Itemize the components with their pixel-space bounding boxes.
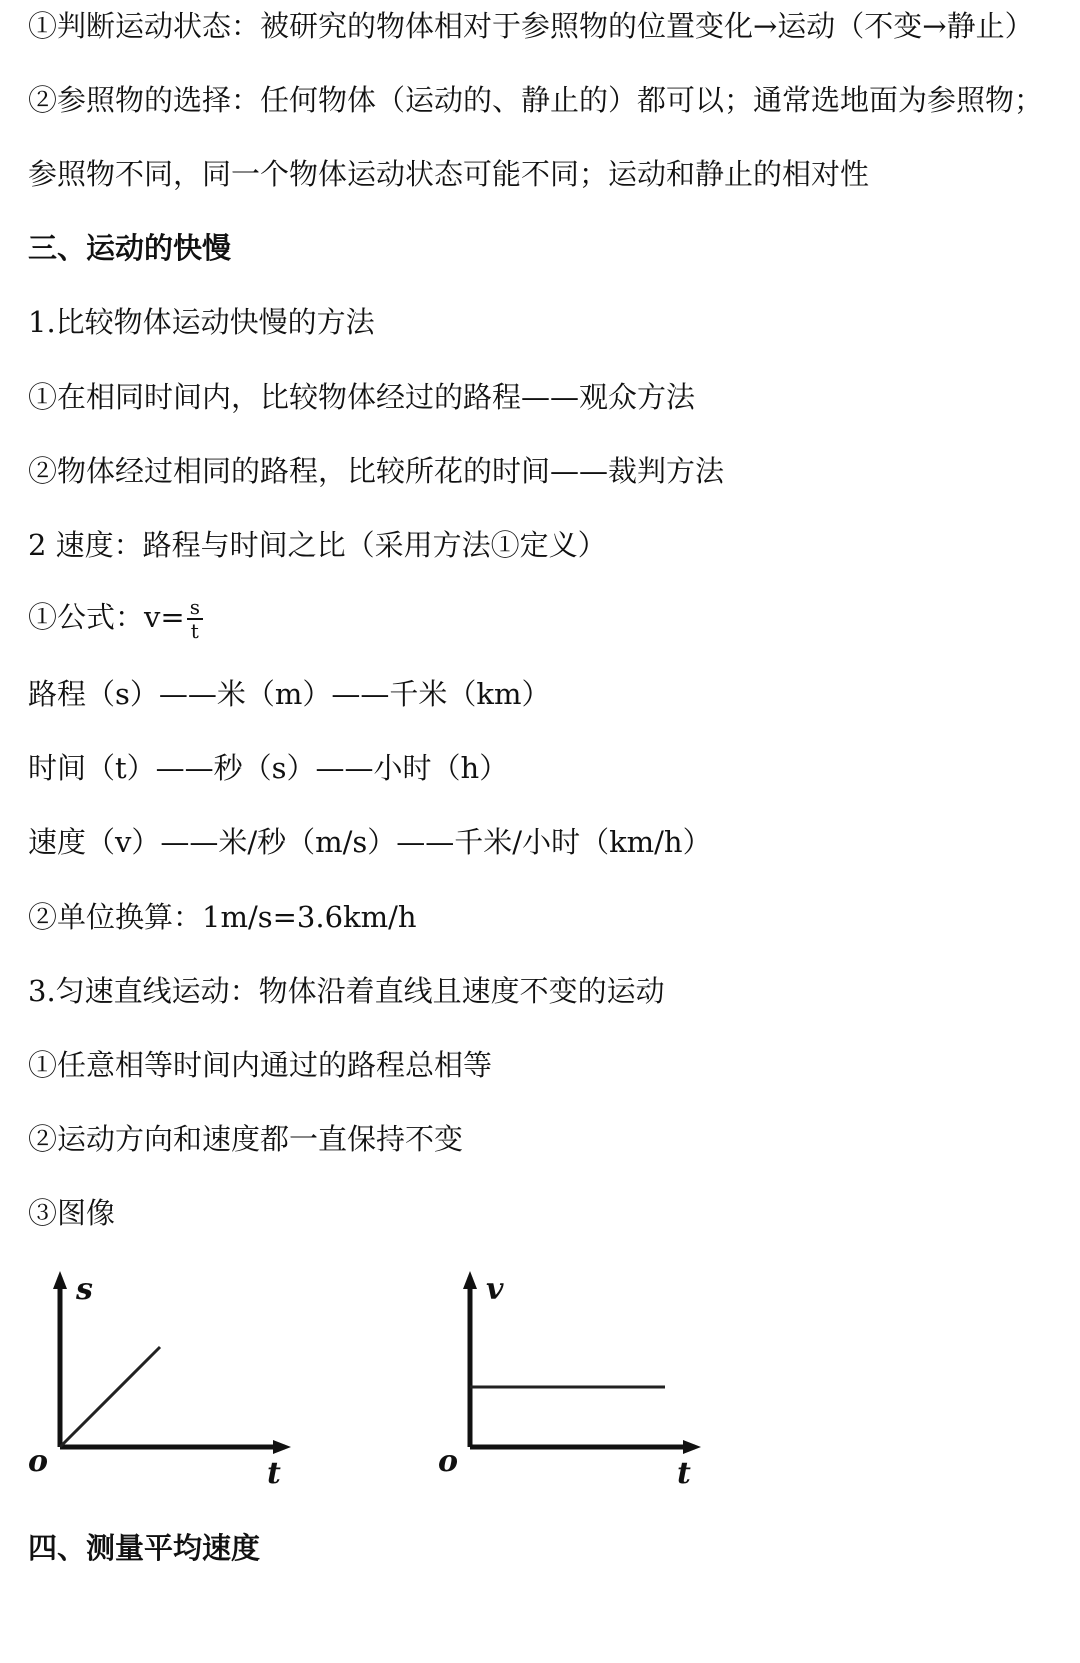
graph-v-t <box>430 1265 720 1505</box>
origin-label: o <box>28 1444 49 1479</box>
text-line-compare-methods: 1.比较物体运动快慢的方法 <box>28 305 375 339</box>
series-line-s-t <box>60 1347 160 1447</box>
text-line-audience-method: ①在相同时间内，比较物体经过的路程——观众方法 <box>28 380 696 414</box>
text-line-relativity: 参照物不同，同一个物体运动状态可能不同；运动和静止的相对性 <box>28 157 870 191</box>
x-axis-label: t <box>677 1456 691 1491</box>
y-axis-arrow-icon <box>53 1271 67 1289</box>
text-line-speed-definition: 2 速度：路程与时间之比（采用方法①定义） <box>28 528 607 562</box>
text-line-motion-state: ①判断运动状态：被研究的物体相对于参照物的位置变化→运动（不变→静止） <box>28 9 1034 43</box>
formula-fraction <box>187 596 203 642</box>
text-line-speed-units: 速度（v）——米/秒（m/s）——千米/小时（km/h） <box>28 825 712 859</box>
x-axis-arrow-icon <box>273 1440 291 1454</box>
graph-s-t <box>20 1265 310 1505</box>
formula-numerator: s <box>187 596 203 620</box>
text-line-equal-distance: ①任意相等时间内通过的路程总相等 <box>28 1048 493 1082</box>
section-heading-average-speed: 四、测量平均速度 <box>28 1531 261 1565</box>
x-axis-label: t <box>267 1456 281 1491</box>
graph-s-t-svg <box>20 1265 310 1505</box>
text-line-graphs: ③图像 <box>28 1196 116 1230</box>
text-line-reference-choice: ②参照物的选择：任何物体（运动的、静止的）都可以；通常选地面为参照物； <box>28 83 1044 117</box>
origin-label: o <box>438 1444 459 1479</box>
text-line-distance-units: 路程（s）——米（m）——千米（km） <box>28 677 551 711</box>
text-line-referee-method: ②物体经过相同的路程，比较所花的时间——裁判方法 <box>28 454 725 488</box>
text-line-unit-conversion: ②单位换算：1m/s=3.6km/h <box>28 900 417 934</box>
text-line-constant-direction: ②运动方向和速度都一直保持不变 <box>28 1122 464 1156</box>
graph-v-t-svg <box>430 1265 720 1505</box>
formula-line <box>28 596 203 642</box>
x-axis-arrow-icon <box>683 1440 701 1454</box>
section-heading-speed: 三、运动的快慢 <box>28 231 232 265</box>
formula-denominator: t <box>190 619 199 643</box>
text-line-uniform-motion: 3.匀速直线运动：物体沿着直线且速度不变的运动 <box>28 974 665 1008</box>
formula-prefix: ①公式：v= <box>28 600 185 634</box>
y-axis-label: v <box>486 1272 504 1307</box>
y-axis-label: s <box>76 1272 93 1307</box>
y-axis-arrow-icon <box>463 1271 477 1289</box>
text-line-time-units: 时间（t）——秒（s）——小时（h） <box>28 751 509 785</box>
